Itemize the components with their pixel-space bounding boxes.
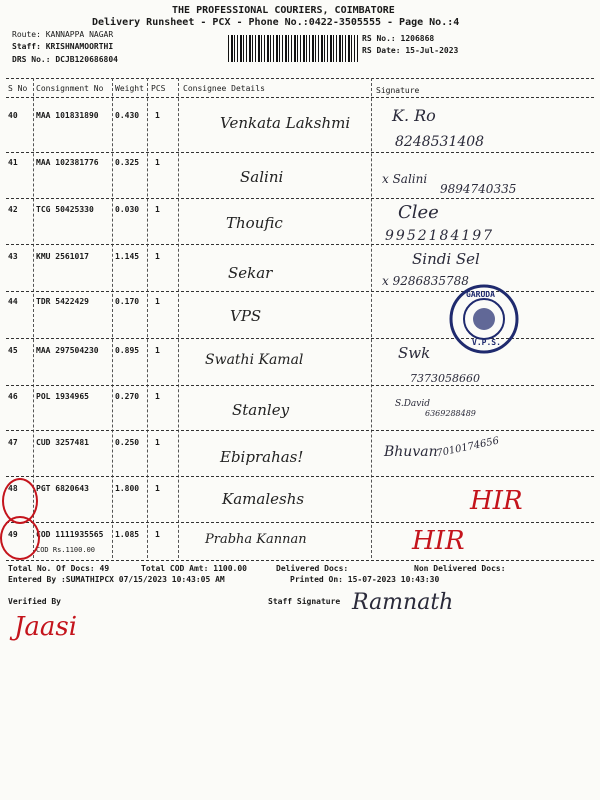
row-pcs: 1 [155, 392, 160, 401]
rs-date: RS Date: 15-Jul-2023 [362, 46, 459, 55]
row-pcs: 1 [155, 346, 160, 355]
staff-signature: Ramnath [352, 590, 454, 615]
col-divider [371, 78, 372, 558]
entered-by: Entered By :SUMATHIPCX 07/15/2023 10:43:05 AM [8, 575, 225, 584]
delivered-docs: Delivered Docs: [276, 564, 349, 573]
col-consignee: Consignee Details [183, 84, 265, 93]
row-phone: 9952184197 [385, 228, 495, 244]
row-consignment: TDR 5422429 [36, 297, 89, 306]
row-consignee: Kamaleshs [222, 490, 305, 508]
company-title: THE PROFESSIONAL COURIERS, COIMBATORE [172, 5, 395, 16]
row-divider [6, 198, 594, 199]
row-weight: 0.250 [115, 438, 140, 447]
row-consignee: Thoufic [226, 214, 283, 232]
row-sno: 45 [8, 346, 18, 355]
company-stamp [448, 283, 520, 355]
row-signature: x Salini [382, 172, 428, 186]
col-signature: Signature [376, 86, 420, 95]
row-pcs: 1 [155, 438, 160, 447]
row-divider [6, 522, 594, 523]
row-sno: 47 [8, 438, 18, 447]
row-consignee: Ebiprahas! [220, 448, 304, 466]
row-sno: 44 [8, 297, 18, 306]
row-divider [6, 476, 594, 477]
drs-number: DRS No.: DCJB120686804 [12, 55, 118, 64]
row-weight: 0.170 [115, 297, 140, 306]
total-docs: Total No. Of Docs: 49 [8, 564, 110, 573]
row-weight: 0.325 [115, 158, 140, 167]
row-consignee: VPS [230, 307, 262, 325]
row-consignment: CUD 3257481 [36, 438, 89, 447]
row-consignee: Venkata Lakshmi [220, 114, 351, 132]
row-weight: 1.800 [115, 484, 140, 493]
row-signature: Swk [398, 344, 431, 362]
row-pcs: 1 [155, 484, 160, 493]
col-weight: Weight [115, 84, 144, 93]
col-divider [112, 78, 113, 558]
row-divider [6, 385, 594, 386]
row-weight: 1.145 [115, 252, 140, 261]
row-sno: 46 [8, 392, 18, 401]
col-divider [178, 78, 179, 558]
row-phone: 9894740335 [440, 182, 517, 196]
col-divider [147, 78, 148, 558]
staff-signature-label: Staff Signature [268, 597, 341, 606]
row-phone: 6369288489 [425, 409, 476, 418]
verified-signature: Jaasi [14, 612, 78, 642]
cod-note: COD Rs.1100.00 [36, 546, 96, 554]
row-pcs: 1 [155, 297, 160, 306]
row-weight: 0.430 [115, 111, 140, 120]
row-pcs: 1 [155, 158, 160, 167]
header-top-rule [6, 78, 594, 79]
row-phone: 7373058660 [410, 372, 480, 385]
row-sno: 42 [8, 205, 18, 214]
header-bottom-rule [6, 97, 594, 98]
row-consignee: Swathi Kamal [205, 352, 304, 368]
row-divider [6, 244, 594, 245]
row-signature: K. Ro [392, 106, 436, 125]
row-consignment: PGT 6820643 [36, 484, 89, 493]
row-consignee: Prabha Kannan [205, 532, 307, 547]
row-signature: Bhuvan [384, 444, 438, 460]
row-consignment: KMU 2561017 [36, 252, 89, 261]
row-consignment: TCG 50425330 [36, 205, 94, 214]
row-consignee: Stanley [232, 401, 290, 419]
col-consignment: Consignment No [36, 84, 104, 93]
row-signature: HIR [412, 526, 465, 556]
stamp-bottom-text: V.P.S. [472, 338, 501, 347]
row-consignment: MAA 101831890 [36, 111, 99, 120]
row-weight: 0.895 [115, 346, 140, 355]
barcode [228, 35, 358, 62]
row-sno: 41 [8, 158, 18, 167]
row-weight: 0.030 [115, 205, 140, 214]
route-label: Route: KANNAPPA NAGAR [12, 30, 114, 39]
row-consignment: COD 1111935565 [36, 530, 104, 539]
row-signature: Sindi Sel [412, 250, 480, 268]
runsheet-line: Delivery Runsheet - PCX - Phone No.:0422-3505555 - Page No.:4 [92, 17, 460, 28]
row-pcs: 1 [155, 252, 160, 261]
total-cod: Total COD Amt: 1100.00 [141, 564, 247, 573]
row-phone: 8248531408 [395, 134, 485, 150]
col-pcs: PCS [151, 84, 166, 93]
row-consignment: MAA 102381776 [36, 158, 99, 167]
row-signature: S.David [395, 399, 431, 409]
row-pcs: 1 [155, 111, 160, 120]
row-consignment: MAA 297504230 [36, 346, 99, 355]
row-sno: 49 [8, 530, 18, 539]
row-signature: Clee [398, 202, 439, 223]
stamp-top-text: GARUDA [466, 290, 495, 299]
red-circle-mark [0, 516, 40, 560]
row-divider [6, 560, 594, 561]
row-phone: 7010174656 [435, 435, 501, 460]
staff-label: Staff: KRISHNAMOORTHI [12, 42, 114, 51]
row-consignment: POL 1934965 [36, 392, 89, 401]
row-signature: HIR [470, 486, 523, 516]
row-sno: 43 [8, 252, 18, 261]
row-weight: 0.270 [115, 392, 140, 401]
row-sno: 40 [8, 111, 18, 120]
row-divider [6, 430, 594, 431]
col-sno: S No [8, 84, 28, 93]
row-consignee: Salini [240, 168, 284, 186]
verified-by-label: Verified By [8, 597, 61, 606]
printed-on: Printed On: 15-07-2023 10:43:30 [290, 575, 440, 584]
row-consignee: Sekar [228, 264, 273, 282]
row-weight: 1.085 [115, 530, 140, 539]
row-divider [6, 152, 594, 153]
row-pcs: 1 [155, 205, 160, 214]
row-pcs: 1 [155, 530, 160, 539]
row-phone: x 9286835788 [382, 274, 469, 288]
row-sno: 48 [8, 484, 18, 493]
rs-number: RS No.: 1206868 [362, 34, 435, 43]
non-delivered-docs: Non Delivered Docs: [414, 564, 506, 573]
